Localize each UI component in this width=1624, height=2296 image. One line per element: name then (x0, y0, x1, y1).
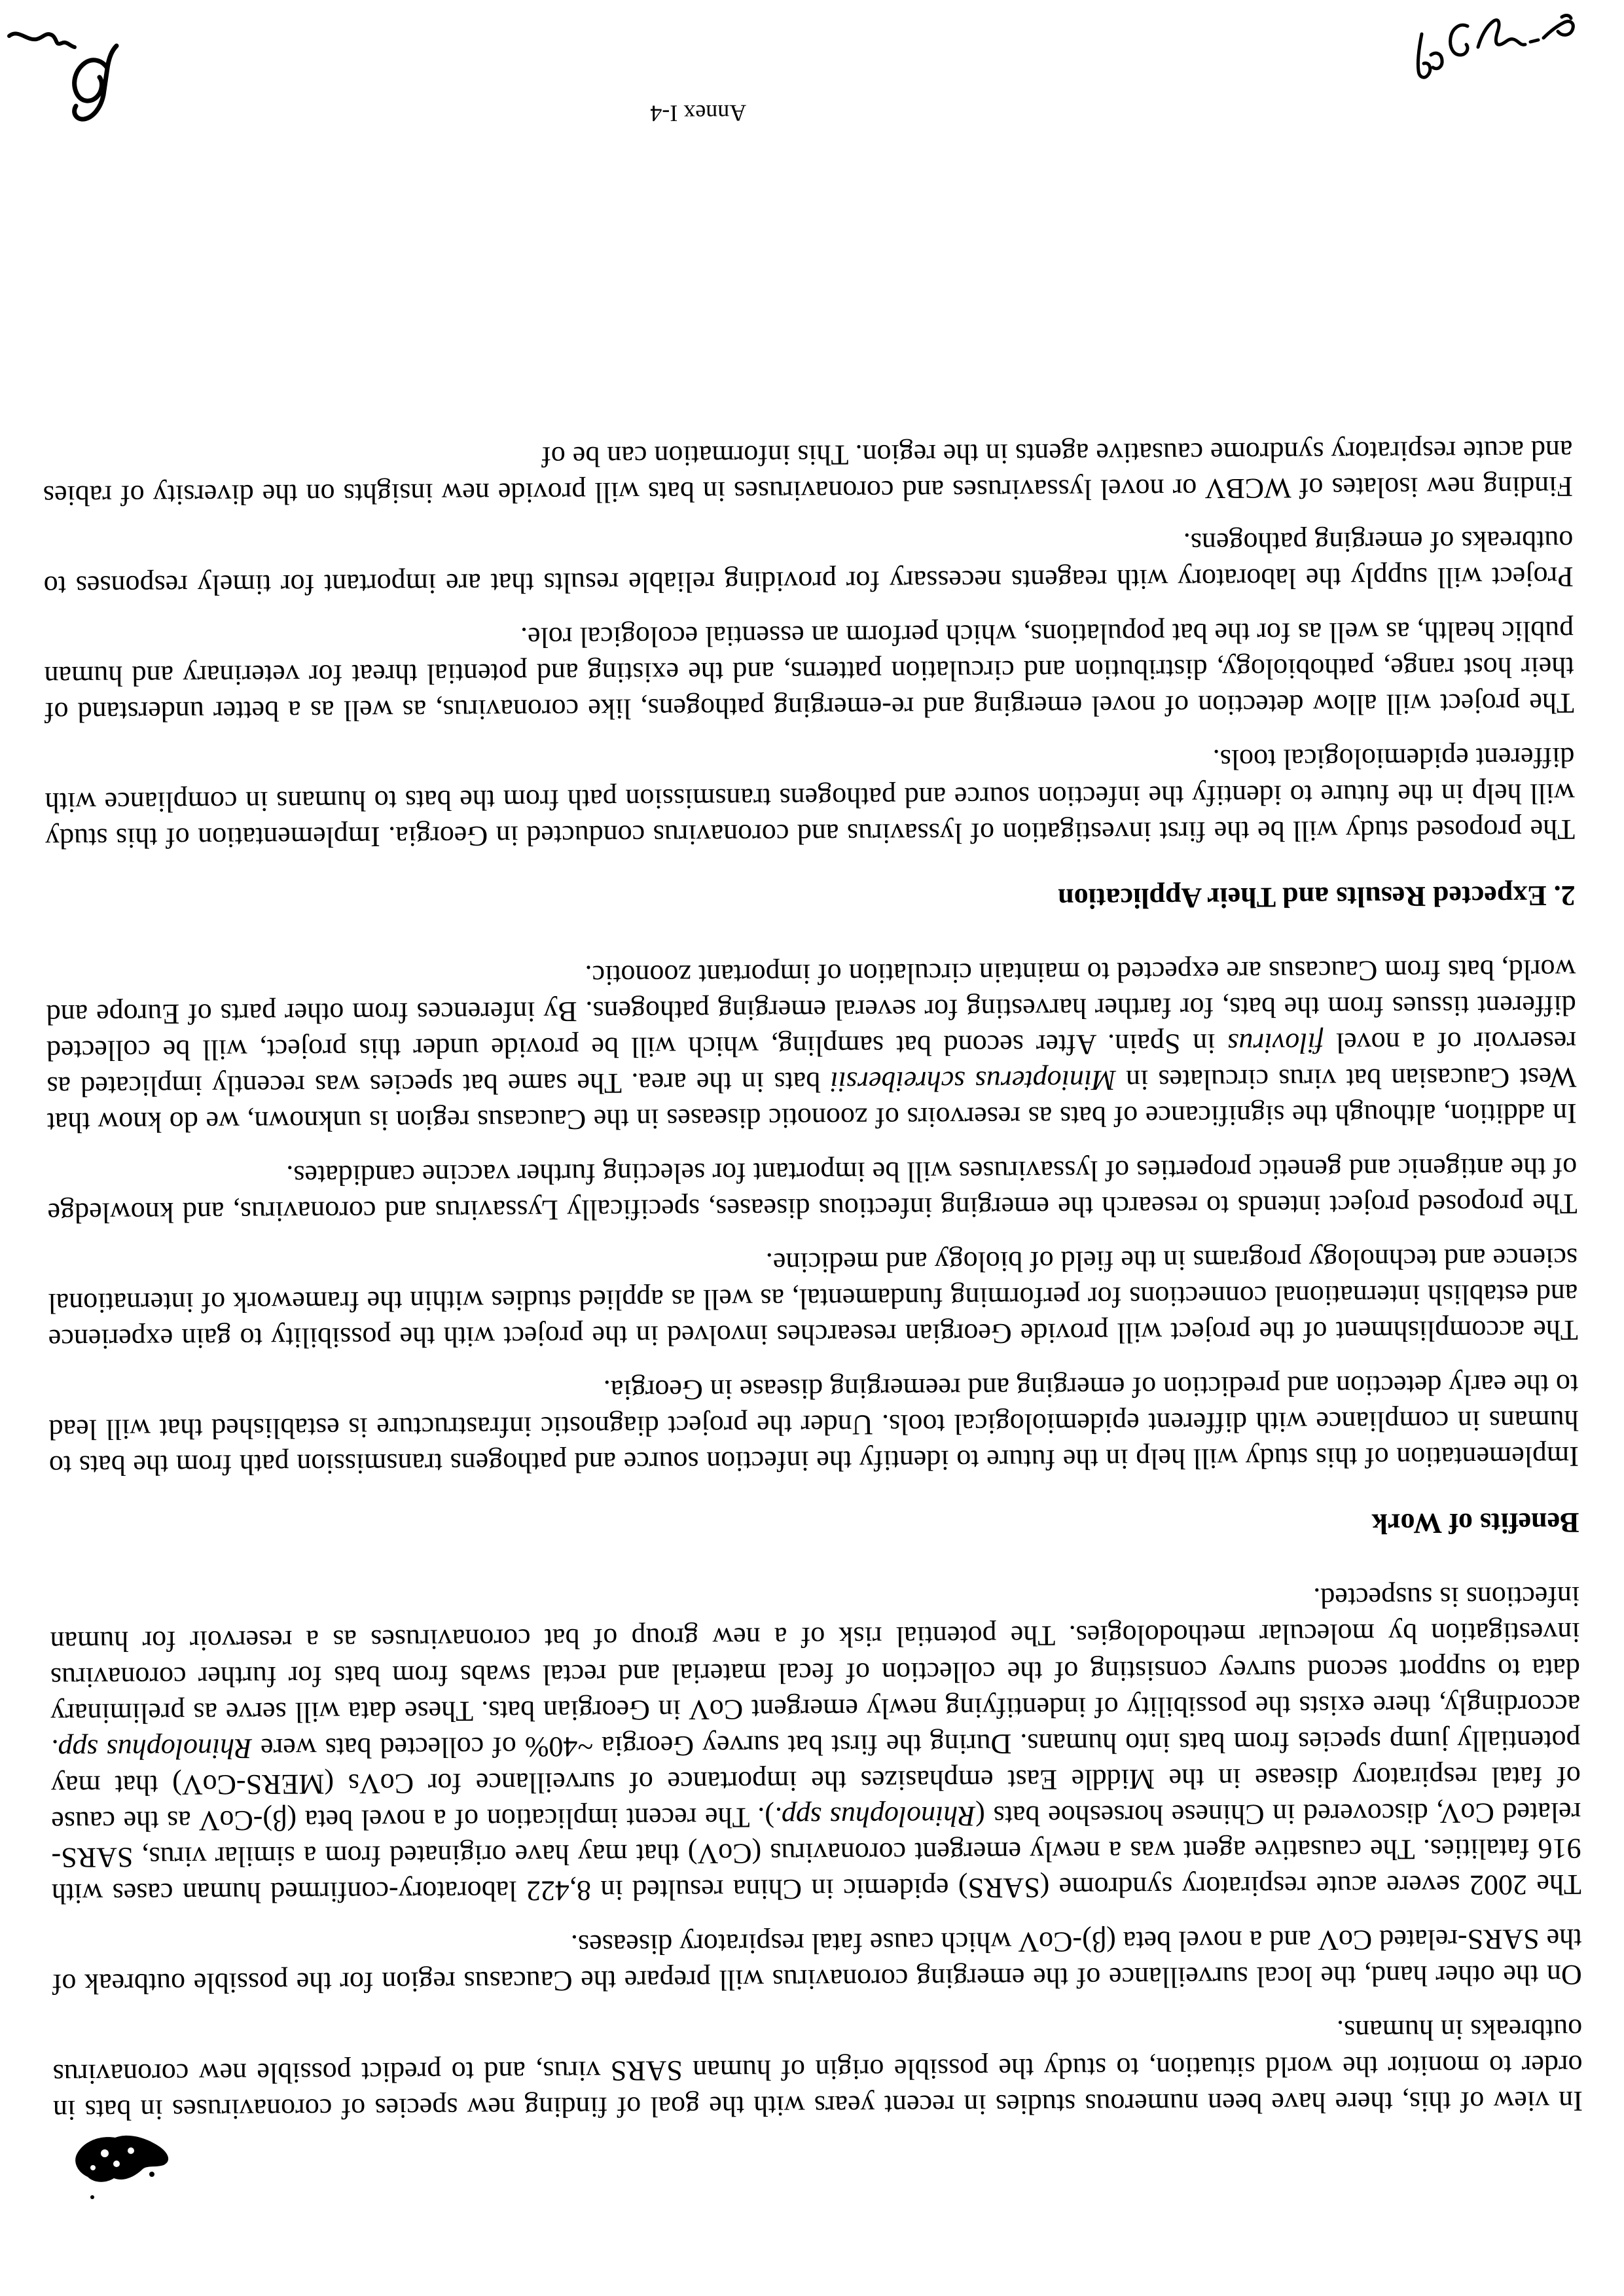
heading-benefits-of-work: Benefits of Work (1371, 1506, 1579, 1540)
text-segment: accordingly, there exists the possibility of indentifying newly emergent CoV in Georgian bats. These data will serve as preliminary data to support second survey consisting of the collection of fecal material and rectal swabs from bats for further coronavirus investigation by molecular methodologies. The potential risk of a new group of bat coronaviruses as a reservoir for human infections is suspected. (50, 1580, 1581, 1731)
paragraph-studies-overview: In view of this, there have been numerous studies in recent years with the goal of finding new species of coronaviruses in bats in order to monitor the world situation, to study the possible origin of human SARS virus, and to predict possible new coronavirus outbreaks in humans. (52, 2013, 1583, 2127)
heading-expected-results: 2. Expected Results and Their Application (1058, 879, 1576, 915)
text-segment: ). The recent implication of a novel beta (β)-CoV as the cause of fatal respiratory disease in the Middle East emphasizes the importance of surveillance for CoVs (MERS-CoV) that may potentially jump species from bats into humans. During the first bat survey Georgia ~40% of collected bats were (50, 1724, 1581, 1839)
text-segment: In addition, although the significance of bats as reservoirs of zoonotic diseases in the Caucasus region is unknown, we do know that West Caucasian bat virus circulates in (46, 1061, 1577, 1139)
paragraph-bats-reservoirs (46, 952, 1577, 1141)
paragraph-detection-pathogens: The project will allow detection of novel emerging and re-emerging pathogens, like coronavirus, as well as a better understand of their host range, pathobiology, distribution and circulation patterns, and the existing and potential threat for veterinary and human public health, as well as for the bat populations, which perform an essential ecological role. (44, 615, 1575, 729)
text-segment: in Spain. After second bat sampling, which will be provide under this project, will be collected different tissues from the bats, for farther harvesting for several emerging pathogens. By inferences from other parts of Europe and world, bats from Caucasus are expected to maintain circulation of important zoonotic. (46, 953, 1576, 1067)
paragraph-first-investigation: The proposed study will be the first investigation of lyssavirus and coronavirus conducted in Georgia. Implementation of this study will help in the future to identify the infection source and pathogens transmission path from the bats to humans in compliance with different epidemiological tools. (45, 741, 1576, 855)
paragraph-new-isolates: Finding new isolates of WCBV or novel lyssaviruses and coronaviruses in bats will provide new insights on the diversity of rabies and acute respiratory syndrome causative agents in the region. This information can be of (43, 434, 1573, 512)
document-body (43, 414, 1583, 2128)
text-segment: The 2002 severe acute respiratory syndrome (SARS) epidemic in China resulted in 8,422 laboratory-confirmed human cases with 916 fatalities. The causative agent was a newly emergent coronavirus (CoV) that may have originated from a similar virus, SARS-related CoV, discovered in Chinese horseshoe bats ( (51, 1796, 1582, 1910)
paragraph-local-surveillance: On the other hand, the local surveillance of the emerging coronavirus will prepare the Caucasus region for the possible outbreak of the SARS-related CoV and a novel beta (β)-CoV which cause fatal respiratory diseases. (52, 1922, 1582, 2001)
paragraph-accomplishment: The accomplishment of the project will provide Georgian researches involved in the project with the possibility to gain experience and establish international connections for performing fundamental, as well as applied studies within the framework of international science and technology programs in the field of biology and medicine. (48, 1242, 1578, 1356)
paragraph-implementation: Implementation of this study will help in the future to identify the infection source and pathogens transmission path from the bats to humans in compliance with different epidemiological tools. Under the project diagnostic infrastructure is established that will lead to the early detection and prediction of emerging and reemerging disease in Georgia. (48, 1368, 1579, 1482)
text-segment: bats in the area. The same bat species was recently implicated as reservoir of a novel (46, 1025, 1577, 1103)
annex-footer-label: Annex I-4 (650, 99, 747, 127)
species-name-italic: Rhinolophus spp. (774, 1800, 976, 1834)
species-name-italic: Miniopterus schreibersii (830, 1064, 1116, 1098)
species-name-italic: Rhinolophus spp. (50, 1732, 253, 1767)
virus-name-italic: filovirus (1227, 1027, 1324, 1060)
paragraph-proposed-project: The proposed project intends to research the emerging infectious diseases, specifically Lyssavirus and coronavirus, and knowledge of the antigenic and genetic properties of lyssaviruses will be important for selecting further vaccine candidates. (47, 1151, 1578, 1230)
paragraph-reagents-supply: Project will supply the laboratory with reagents necessary for providing reliable results that are important for timely responses to outbreaks of emerging pathogens. (43, 524, 1574, 603)
paragraph-sars-background (50, 1579, 1581, 1912)
